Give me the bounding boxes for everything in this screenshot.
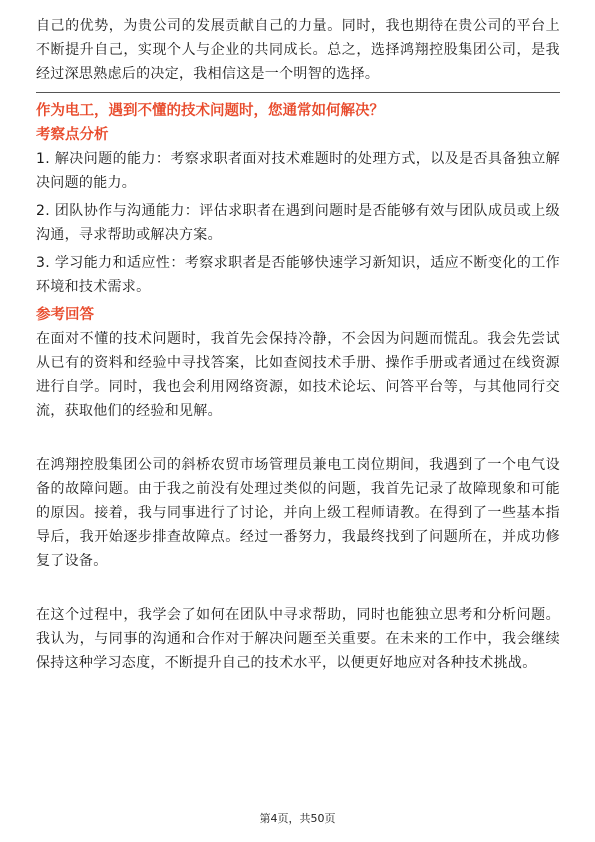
answer-paragraph: 在鸿翔控股集团公司的斜桥农贸市场管理员兼电工岗位期间，我遇到了一个电气设备的故障问题。由于我之前没有处理过类似的问题，我首先记录了故障现象和可能的原因。接着，我与同事进行了讨论，并向上级工程师请教。在得到了一些基本指导后，我开始逐步排查故障点。经过一番努力，我最终找到了问题所在，并成功修复了设备。 bbox=[36, 457, 560, 569]
answer-paragraph: 在这个过程中，我学会了如何在团队中寻求帮助，同时也能独立思考和分析问题。我认为，与同事的沟通和合作对于解决问题至关重要。在未来的工作中，我会继续保持这种学习态度，不断提升自己的技术水平，以便更好地应对各种技术挑战。 bbox=[36, 607, 560, 671]
answer-paragraph: 在面对不懂的技术问题时，我首先会保持冷静，不会因为问题而慌乱。我会先尝试从已有的资料和经验中寻找答案，比如查阅技术手册、操作手册或者通过在线资源进行自学。同时，我也会利用网络资源，如技术论坛、问答平台等，与其他同行交流，获取他们的经验和见解。 bbox=[36, 331, 560, 419]
interview-question: 作为电工，遇到不懂的技术问题时，您通常如何解决？ bbox=[36, 103, 384, 119]
section-divider bbox=[36, 92, 560, 93]
analysis-point: 3. 学习能力和适应性：考察求职者是否能够快速学习新知识，适应不断变化的工作环境和技术需求。 bbox=[36, 255, 560, 295]
document-page bbox=[36, 14, 560, 675]
analysis-title: 考察点分析 bbox=[36, 127, 109, 143]
analysis-point: 2. 团队协作与沟通能力：评估求职者在遇到问题时是否能够有效与团队成员或上级沟通，寻求帮助或解决方案。 bbox=[36, 203, 560, 243]
page-footer: 第4页，共50页 bbox=[259, 812, 336, 825]
intro-paragraph: 自己的优势，为贵公司的发展贡献自己的力量。同时，我也期待在贵公司的平台上不断提升自己，实现个人与企业的共同成长。总之，选择鸿翔控股集团公司，是我经过深思熟虑后的决定，我相信这是一个明智的选择。 bbox=[36, 18, 560, 82]
answer-title: 参考回答 bbox=[36, 307, 94, 323]
analysis-point: 1. 解决问题的能力：考察求职者面对技术难题时的处理方式，以及是否具备独立解决问题的能力。 bbox=[36, 151, 560, 191]
